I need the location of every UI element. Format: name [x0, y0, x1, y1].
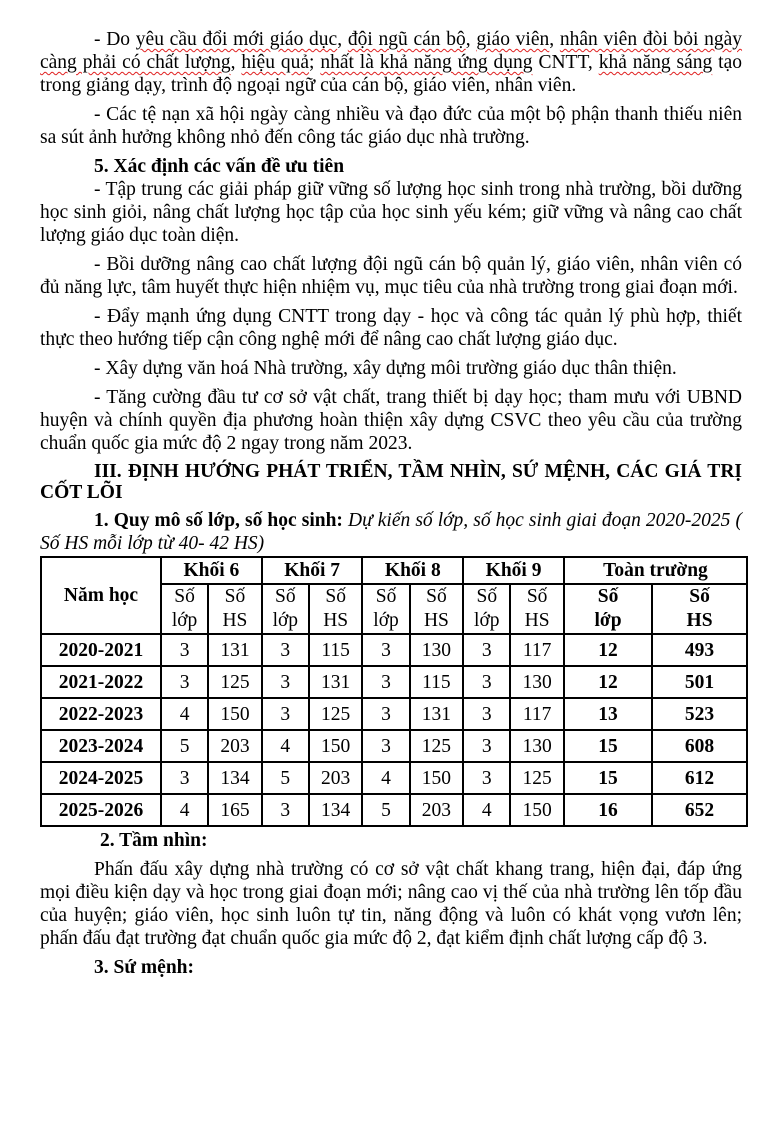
header-line: lớp	[171, 610, 198, 631]
priority-item: - Tăng cường đầu tư cơ sở vật chất, trang thiết bị dạy học; tham mưu với UBND huyện và chính quyền địa phương hoàn thiện xây dựng CSVC theo yêu cầu của trường chuẩn quốc gia mức độ 2 ngay trong năm 2023.	[40, 387, 742, 454]
header-line: Số	[275, 586, 296, 607]
header-line: Số	[174, 586, 195, 607]
student-count-header	[652, 584, 747, 634]
year-cell: 2021-2022	[41, 666, 161, 698]
priority-item: - Bồi dưỡng nâng cao chất lượng đội ngũ cán bộ quản lý, giáo viên, nhân viên có đủ năng lực, tâm huyết thực hiện nhiệm vụ, mục tiêu của nhà trường trong giai đoạn mới.	[40, 254, 742, 298]
value-cell: 3	[161, 762, 208, 794]
spellcheck-flagged-text: khả năng sáng	[598, 52, 713, 73]
value-cell: 3	[463, 634, 510, 666]
table-row	[41, 634, 747, 666]
section-III-heading: III. ĐỊNH HƯỚNG PHÁT TRIỂN, TẦM NHÌN, SỨ MỆNH, CÁC GIÁ TRỊ CỐT LÕI	[40, 461, 742, 503]
value-cell: 4	[362, 762, 409, 794]
value-cell: 3	[463, 762, 510, 794]
student-count-header	[410, 584, 464, 634]
value-cell: 5	[161, 730, 208, 762]
header-line: Số	[689, 586, 710, 607]
value-cell: 3	[262, 698, 309, 730]
value-cell: 4	[161, 698, 208, 730]
text-segment: ;	[309, 52, 321, 73]
value-cell: 3	[362, 698, 409, 730]
value-cell: 115	[309, 634, 363, 666]
header-line: Số	[526, 586, 548, 607]
value-cell: 3	[362, 634, 409, 666]
value-cell: 117	[510, 698, 564, 730]
group-header: Khối 6	[161, 557, 262, 584]
paragraph-education-requirements	[40, 28, 742, 97]
header-line: lớp	[373, 610, 399, 631]
value-cell: 15	[564, 730, 652, 762]
value-cell: 3	[463, 730, 510, 762]
table-row	[41, 730, 747, 762]
mission-heading: 3. Sứ mệnh:	[94, 957, 195, 978]
header-line: lớp	[474, 610, 500, 631]
value-cell: 3	[161, 666, 208, 698]
vision-heading: 2. Tầm nhìn:	[100, 830, 208, 851]
value-cell: 15	[564, 762, 652, 794]
header-line: Số	[224, 586, 246, 607]
value-cell: 125	[410, 730, 464, 762]
value-cell: 3	[362, 730, 409, 762]
value-cell: 4	[463, 794, 510, 826]
value-cell: 150	[510, 794, 564, 826]
header-line: HS	[323, 610, 349, 631]
scale-label: 1. Quy mô số lớp, số học sinh:	[94, 510, 343, 531]
group-header: Toàn trường	[564, 557, 747, 584]
value-cell: 134	[208, 762, 262, 794]
value-cell: 165	[208, 794, 262, 826]
value-cell: 523	[652, 698, 747, 730]
spellcheck-flagged-text: yêu cầu đổi mới giáo dục	[135, 29, 338, 50]
header-line: lớp	[594, 610, 622, 631]
value-cell: 131	[208, 634, 262, 666]
value-cell: 12	[564, 666, 652, 698]
value-cell: 131	[309, 666, 363, 698]
value-cell: 5	[262, 762, 309, 794]
value-cell: 3	[463, 698, 510, 730]
spellcheck-flagged-text: giáo viên	[476, 29, 550, 50]
value-cell: 493	[652, 634, 747, 666]
class-student-table	[40, 556, 748, 827]
header-line: Số	[426, 586, 447, 607]
value-cell: 3	[262, 634, 309, 666]
text-segment: ,	[337, 29, 348, 50]
value-cell: 501	[652, 666, 747, 698]
spellcheck-flagged-text: đội ngũ cán bộ	[347, 29, 466, 50]
class-count-header	[262, 584, 309, 634]
class-count-header	[362, 584, 409, 634]
value-cell: 3	[161, 634, 208, 666]
value-cell: 12	[564, 634, 652, 666]
value-cell: 3	[362, 666, 409, 698]
value-cell: 203	[410, 794, 464, 826]
section-5-heading: 5. Xác định các vấn đề ưu tiên	[94, 156, 345, 177]
value-cell: 150	[410, 762, 464, 794]
priority-item: - Tập trung các giải pháp giữ vững số lượng học sinh trong nhà trường, bồi dưỡng học sinh giỏi, nâng chất lượng học tập của học sinh yếu kém; giữ vững và nâng cao chất lượng giáo dục toàn diện.	[40, 179, 742, 246]
vision-text: Phấn đấu xây dựng nhà trường có cơ sở vật chất khang trang, hiện đại, đáp ứng mọi điều kiện dạy và học trong giai đoạn mới; nâng cao vị thế của nhà trường lên tốp đầu của huyện; giáo viên, học sinh luôn tự tin, năng động và luôn có khát vọng vươn lên; phấn đấu đạt trường đạt chuẩn quốc gia mức độ 2, đạt kiểm định chất lượng cấp độ 3.	[40, 859, 742, 949]
scale-intro	[40, 509, 742, 555]
value-cell: 13	[564, 698, 652, 730]
spellcheck-flagged-text: hiệu quả	[241, 52, 310, 73]
value-cell: 150	[309, 730, 363, 762]
header-line: HS	[524, 610, 550, 631]
year-cell: 2023-2024	[41, 730, 161, 762]
header-line: Số	[325, 586, 346, 607]
value-cell: 130	[410, 634, 464, 666]
value-cell: 125	[510, 762, 564, 794]
class-count-header	[161, 584, 208, 634]
group-header: Khối 7	[262, 557, 363, 584]
year-cell: 2025-2026	[41, 794, 161, 826]
header-line: Số	[476, 586, 498, 607]
value-cell: 608	[652, 730, 747, 762]
value-cell: 130	[510, 730, 564, 762]
value-cell: 3	[262, 666, 309, 698]
header-line: Số	[597, 586, 619, 607]
student-count-header	[208, 584, 262, 634]
value-cell: 131	[410, 698, 464, 730]
group-header: Khối 8	[362, 557, 463, 584]
student-count-header	[309, 584, 363, 634]
value-cell: 150	[208, 698, 262, 730]
table-row	[41, 698, 747, 730]
priority-item: - Đẩy mạnh ứng dụng CNTT trong dạy - học và công tác quản lý phù hợp, thiết thực theo hướng tiếp cận công nghệ mới để nâng cao chất lượng giáo dục.	[40, 306, 742, 350]
text-segment: tạo trong giảng dạy, trình độ ngoại ngữ của cán bộ, giáo viên, nhân viên.	[40, 52, 742, 96]
text-segment: - Do	[94, 29, 136, 50]
value-cell: 612	[652, 762, 747, 794]
value-cell: 134	[309, 794, 363, 826]
text-segment: ,	[230, 52, 242, 73]
paragraph-social-issues: - Các tệ nạn xã hội ngày càng nhiều và đạo đức của một bộ phận thanh thiếu niên sa sút ảnh hưởng không nhỏ đến công tác giáo dục nhà trường.	[40, 104, 742, 148]
table-row	[41, 794, 747, 826]
text-segment: CNTT,	[532, 52, 599, 73]
value-cell: 115	[410, 666, 464, 698]
year-cell: 2020-2021	[41, 634, 161, 666]
value-cell: 130	[510, 666, 564, 698]
value-cell: 125	[208, 666, 262, 698]
value-cell: 5	[362, 794, 409, 826]
spellcheck-flagged-text: nhân viên đòi bỏi ngày càng phải có chất lượng	[40, 29, 743, 73]
class-count-header	[463, 584, 510, 634]
text-segment: ,	[549, 29, 560, 50]
header-line: Số	[375, 586, 397, 607]
year-header: Năm học	[41, 557, 161, 634]
header-line: HS	[686, 610, 713, 631]
value-cell: 4	[262, 730, 309, 762]
value-cell: 16	[564, 794, 652, 826]
year-cell: 2022-2023	[41, 698, 161, 730]
value-cell: 203	[309, 762, 363, 794]
header-line: lớp	[272, 610, 299, 631]
value-cell: 125	[309, 698, 363, 730]
scale-description: Dự kiến số lớp, số học sinh giai đoạn 2020-2025 ( Số HS mỗi lớp từ 40- 42 HS)	[40, 510, 742, 554]
year-cell: 2024-2025	[41, 762, 161, 794]
value-cell: 4	[161, 794, 208, 826]
spellcheck-flagged-text: nhất là khả năng ứng dụng	[320, 52, 533, 73]
group-header: Khối 9	[463, 557, 564, 584]
class-count-header	[564, 584, 652, 634]
value-cell: 3	[262, 794, 309, 826]
table-row	[41, 666, 747, 698]
value-cell: 3	[463, 666, 510, 698]
header-line: HS	[423, 610, 449, 631]
value-cell: 117	[510, 634, 564, 666]
table-row	[41, 762, 747, 794]
value-cell: 652	[652, 794, 747, 826]
value-cell: 203	[208, 730, 262, 762]
priority-item: - Xây dựng văn hoá Nhà trường, xây dựng môi trường giáo dục thân thiện.	[94, 358, 677, 379]
text-segment: ,	[465, 29, 477, 50]
student-count-header	[510, 584, 564, 634]
header-line: HS	[222, 610, 248, 631]
